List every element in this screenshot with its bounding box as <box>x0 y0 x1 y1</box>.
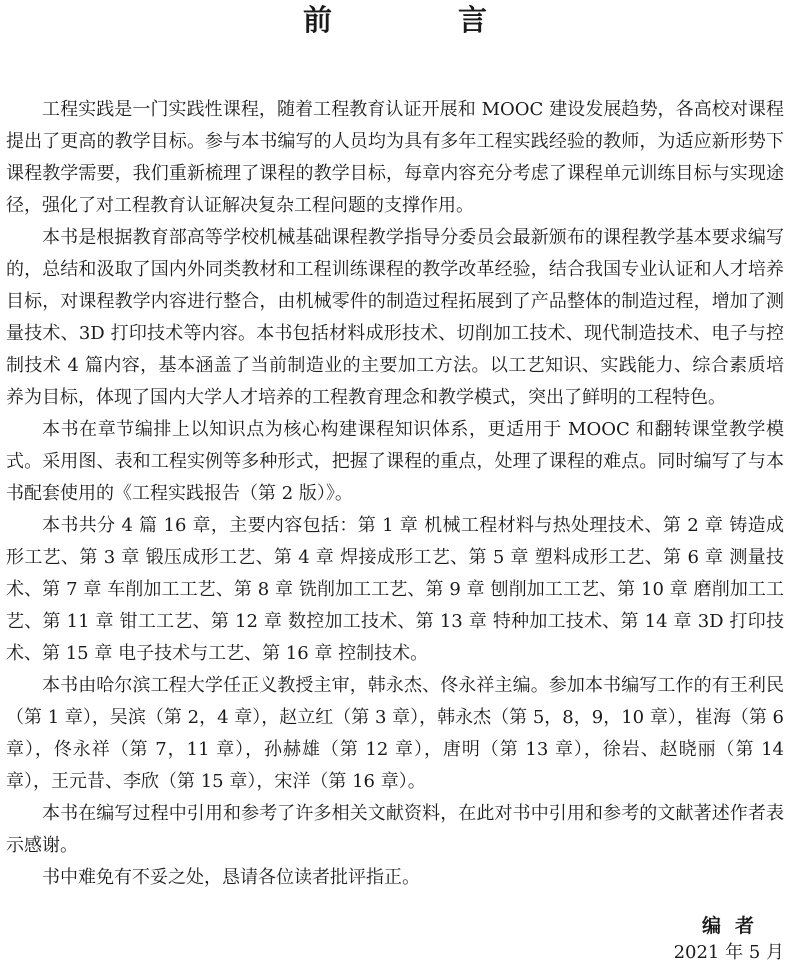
paragraph-5: 本书由哈尔滨工程大学任正义教授主审，韩永杰、佟永祥主编。参加本书编写工作的有王利民（第 1 章），吴滨（第 2，4 章），赵立红（第 3 章），韩永杰（第 5，8，9，10 章），崔海（第 6 章），佟永祥（第 7，11 章），孙赫雄（第 12 章），唐明（第 13 章），徐岩、赵晓丽（第 14 章），王元昔、李欣（第 15 章），宋洋（第 16 章）。 <box>6 675 785 792</box>
paragraph-1: 工程实践是一门实践性课程，随着工程教育认证开展和 MOOC 建设发展趋势，各高校对课程提出了更高的教学目标。参与本书编写的人员均为具有多年工程实践经验的教师，为适应新形势下课程教学需要，我们重新梳理了课程的教学目标，每章内容充分考虑了课程单元训练目标与实现途径，强化了对工程教育认证解决复杂工程问题的支撑作用。 <box>6 99 784 216</box>
paragraph-3: 本书在章节编排上以知识点为核心构建课程知识体系，更适用于 MOOC 和翻转课堂教学模式。采用图、表和工程实例等多种形式，把握了课程的重点，处理了课程的难点。同时编写了与本书配套使用的《工程实践报告（第 2 版）》。 <box>6 419 784 504</box>
page-title: 前 言 <box>302 3 546 37</box>
paragraph-4: 本书共分 4 篇 16 章，主要内容包括：第 1 章 机械工程材料与热处理技术、第 2 章 铸造成形工艺、第 3 章 锻压成形工艺、第 4 章 焊接成形工艺、第 5 章 塑料成形工艺、第 6 章 测量技术、第 7 章 车削加工工艺、第 8 章 铣削加工工艺、第 9 章 刨削加工工艺、第 10 章 磨削加工工艺、第 11 章 钳工工艺、第 12 章 数控加工技术、第 13 章 特种加工技术、第 14 章 3D 打印技术、第 15 章 电子技术与工艺、第 16 章 控制技术。 <box>6 515 784 664</box>
paragraph-2: 本书是根据教育部高等学校机械基础课程教学指导分委员会最新颁布的课程教学基本要求编写的，总结和汲取了国内外同类教材和工程训练课程的教学改革经验，结合我国专业认证和人才培养目标，对课程教学内容进行整合，由机械零件的制造过程拓展到了产品整体的制造过程，增加了测量技术、3D 打印技术等内容。本书包括材料成形技术、切削加工技术、现代制造技术、电子与控制技术 4 篇内容，基本涵盖了当前制造业的主要加工方法。以工艺知识、实践能力、综合素质培养为目标，体现了国内大学人才培养的工程教育理念和教学模式，突出了鲜明的工程特色。 <box>6 227 784 408</box>
signature-date: 2021 年 5 月 <box>673 942 784 963</box>
preface-body <box>6 94 784 894</box>
paragraph-6: 本书在编写过程中引用和参考了许多相关文献资料，在此对书中引用和参考的文献著述作者表示感谢。 <box>6 803 784 856</box>
signature-editor: 编者 <box>701 915 768 937</box>
paragraph-7: 书中难免有不妥之处，恳请各位读者批评指正。 <box>42 867 420 888</box>
